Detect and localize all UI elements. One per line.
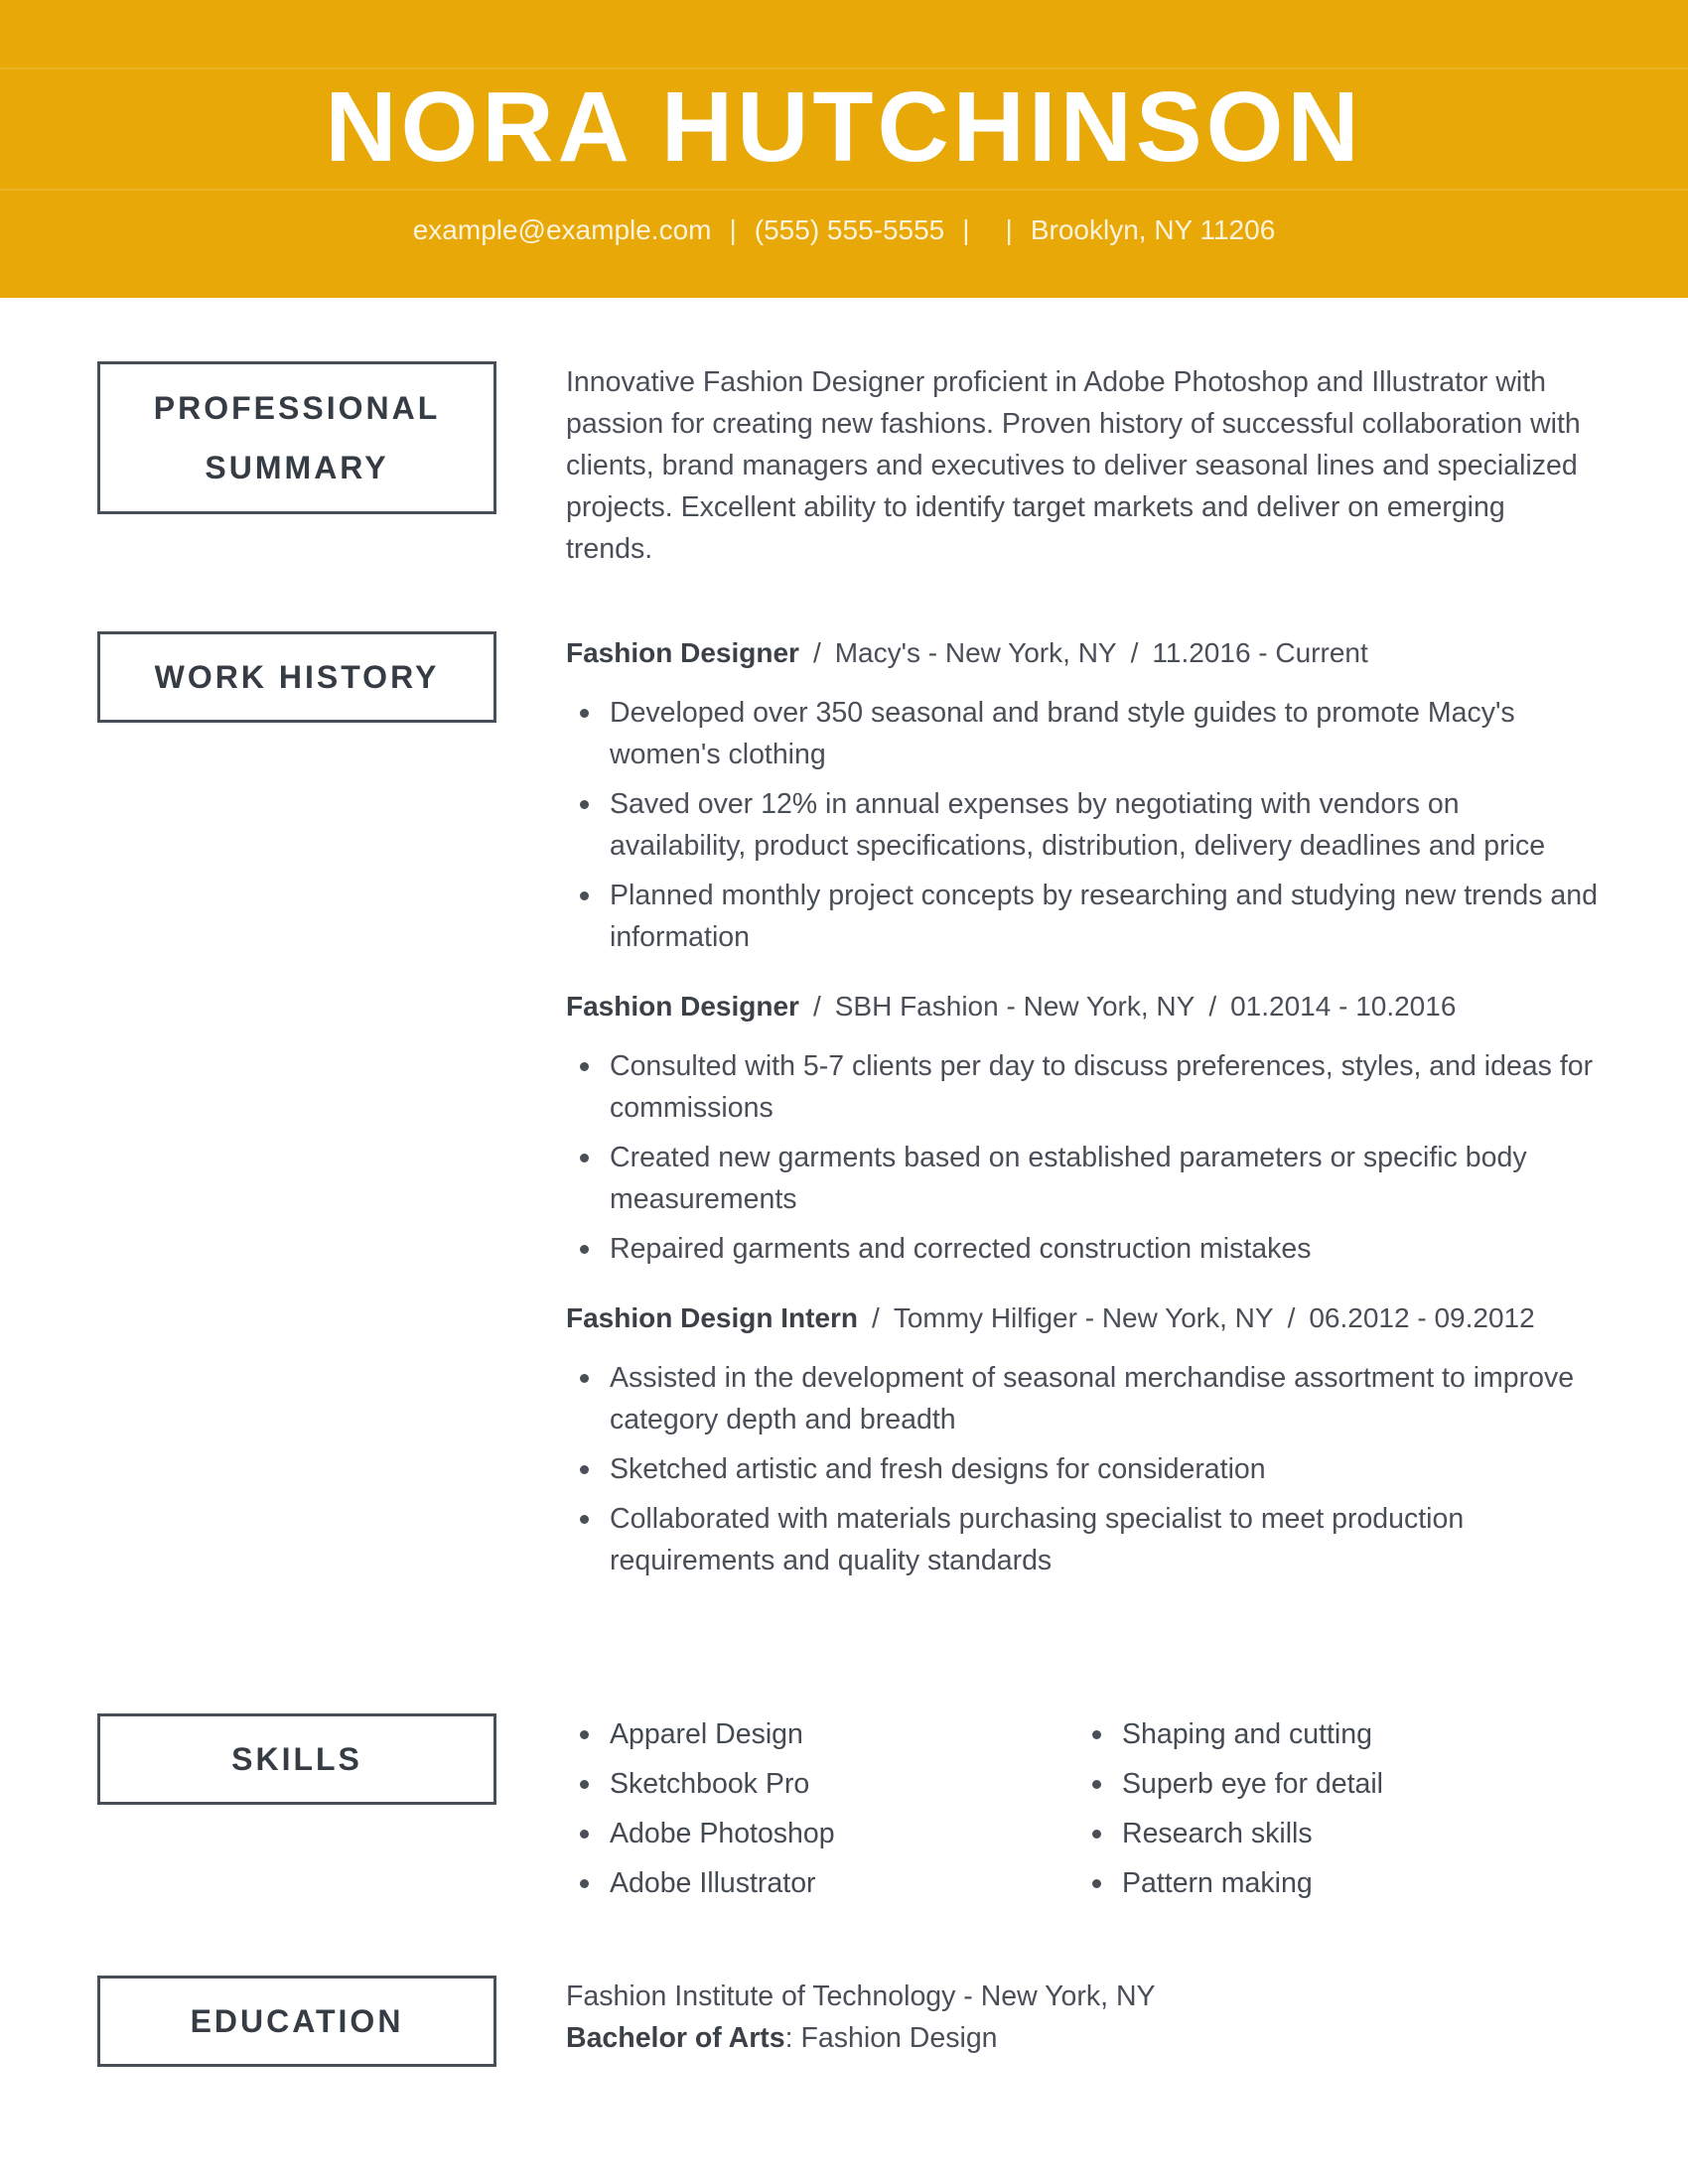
education-field: Fashion Design: [800, 2022, 998, 2054]
contact-email[interactable]: example@example.com: [412, 214, 712, 245]
job-separator: /: [812, 637, 821, 668]
job-separator: /: [812, 991, 821, 1022]
skills-list-right: [1078, 1713, 1575, 1912]
contact-line: [0, 210, 1688, 250]
job-bullet: Collaborated with materials purchasing specialist to meet production requirements and quality standards: [566, 1498, 1599, 1581]
section-label-skills: SKILLS: [97, 1713, 496, 1805]
job-heading: [566, 632, 1599, 674]
skill-item: Adobe Illustrator: [566, 1862, 1062, 1904]
job-bullet: Sketched artistic and fresh designs for consideration: [566, 1448, 1599, 1490]
skill-item: Adobe Photoshop: [566, 1813, 1062, 1854]
contact-separator: |: [962, 214, 970, 245]
skills-list-left: [566, 1713, 1062, 1912]
job-separator: /: [1208, 991, 1217, 1022]
education-block: [566, 1976, 1599, 2059]
job-dates: 11.2016 - Current: [1152, 637, 1368, 668]
job-title: Fashion Design Intern: [566, 1302, 859, 1333]
job-bullets: [566, 1357, 1599, 1581]
section-label-summary: [97, 361, 496, 514]
job-company: Tommy Hilfiger - New York, NY: [893, 1302, 1274, 1333]
skill-item: Sketchbook Pro: [566, 1763, 1062, 1805]
contact-separator: |: [1005, 214, 1013, 245]
contact-separator: |: [729, 214, 737, 245]
work-history: [566, 632, 1599, 1589]
section-label-work-history: WORK HISTORY: [97, 631, 496, 723]
job-bullet: Planned monthly project concepts by researching and studying new trends and information: [566, 875, 1599, 958]
education-separator: :: [784, 2022, 793, 2054]
job-company: SBH Fashion - New York, NY: [834, 991, 1196, 1022]
job-bullet: Consulted with 5-7 clients per day to discuss preferences, styles, and ideas for commissions: [566, 1045, 1599, 1129]
job-heading: [566, 1297, 1599, 1339]
job-heading: [566, 986, 1599, 1027]
contact-location: Brooklyn, NY 11206: [1030, 214, 1276, 245]
job-bullets: [566, 1045, 1599, 1270]
job-dates: 01.2014 - 10.2016: [1230, 991, 1457, 1022]
job-bullet: Assisted in the development of seasonal merchandise assortment to improve category depth and breadth: [566, 1357, 1599, 1440]
summary-text: Innovative Fashion Designer proficient in Adobe Photoshop and Illustrator with passion for creating new fashions. Proven history of successful collaboration with clients, brand managers and executives to deliver seasonal lines and specialized projects. Excellent ability to identify target markets and deliver on emerging trends.: [566, 366, 1581, 565]
job-dates: 06.2012 - 09.2012: [1309, 1302, 1535, 1333]
job-company: Macy's - New York, NY: [834, 637, 1117, 668]
section-label-line: PROFESSIONAL: [153, 390, 441, 426]
skill-item: Research skills: [1078, 1813, 1575, 1854]
job-separator: /: [1130, 637, 1139, 668]
header-band-line: [0, 189, 1688, 191]
education-school: Fashion Institute of Technology - New York, NY: [566, 1980, 1156, 2012]
education-degree-line: [566, 2017, 1599, 2059]
job-bullet: Repaired garments and corrected construction mistakes: [566, 1228, 1599, 1270]
job-separator: /: [1287, 1302, 1296, 1333]
job-title: Fashion Designer: [566, 637, 799, 668]
education-degree: Bachelor of Arts: [566, 2022, 785, 2054]
job-bullet: Created new garments based on established parameters or specific body measurements: [566, 1137, 1599, 1220]
section-label-line: SUMMARY: [205, 450, 389, 485]
job-bullet: Saved over 12% in annual expenses by negotiating with vendors on availability, product specifications, distribution, delivery deadlines and price: [566, 783, 1599, 867]
candidate-name: NORA HUTCHINSON: [325, 71, 1363, 183]
contact-phone[interactable]: (555) 555-5555: [754, 214, 945, 245]
skill-item: Apparel Design: [566, 1713, 1062, 1755]
skill-item: Pattern making: [1078, 1862, 1575, 1904]
job-bullet: Developed over 350 seasonal and brand style guides to promote Macy's women's clothing: [566, 692, 1599, 775]
section-label-education: EDUCATION: [97, 1976, 496, 2067]
skill-item: Superb eye for detail: [1078, 1763, 1575, 1805]
header-banner: [0, 0, 1688, 298]
job-separator: /: [872, 1302, 880, 1333]
skill-item: Shaping and cutting: [1078, 1713, 1575, 1755]
job-bullets: [566, 692, 1599, 958]
job-title: Fashion Designer: [566, 991, 799, 1022]
